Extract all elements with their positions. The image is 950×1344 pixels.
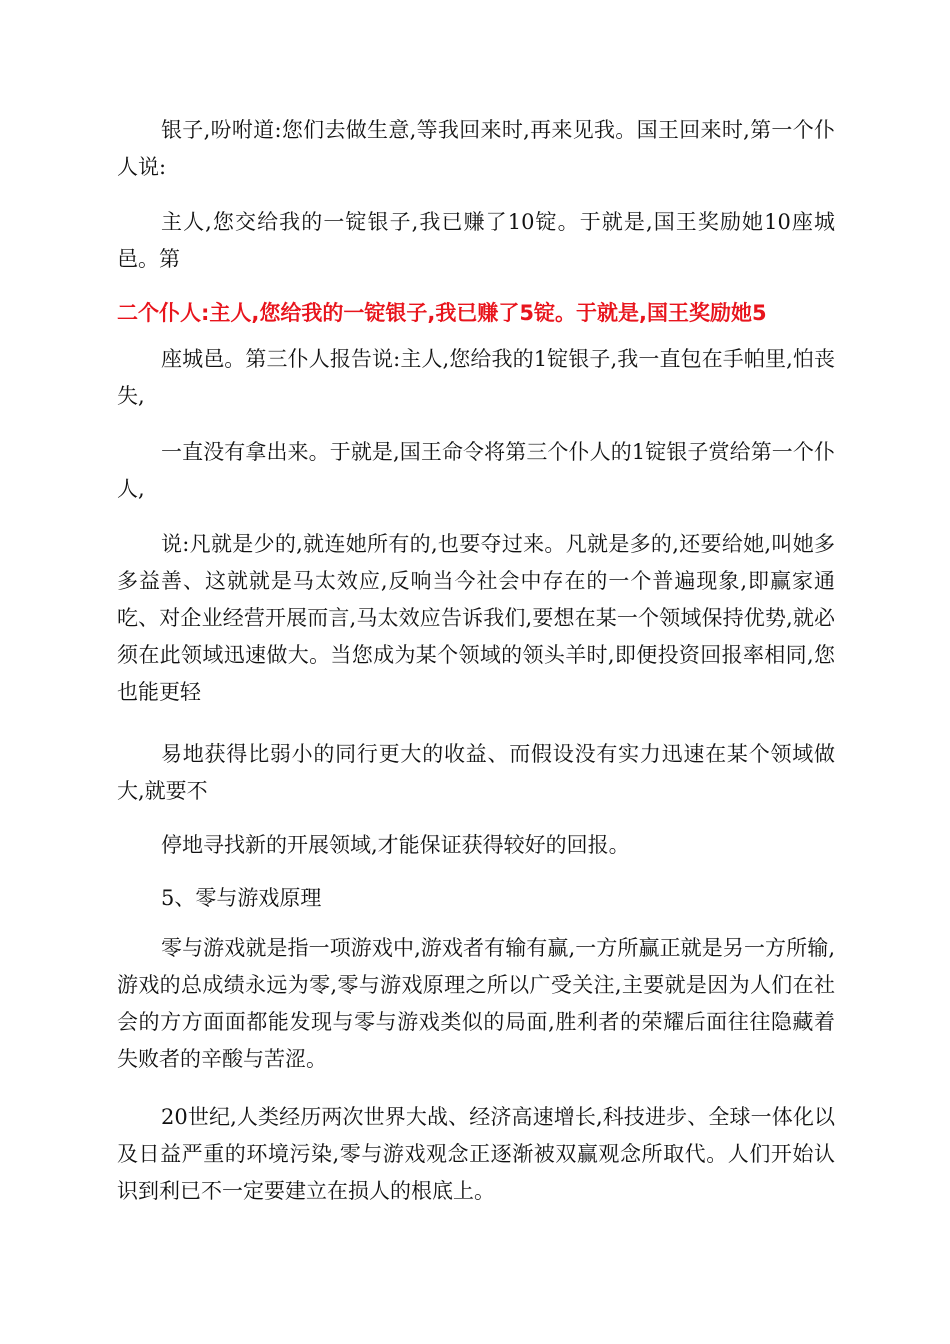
paragraph-5: 一直没有拿出来。于就是,国王命令将第三个仆人的1锭银子赏给第一个仆人, <box>117 440 835 501</box>
paragraph-7: 易地获得比弱小的同行更大的收益、而假设没有实力迅速在某个领域做大,就要不 <box>117 742 835 803</box>
paragraph-6: 说:凡就是少的,就连她所有的,也要夺过来。凡就是多的,还要给她,叫她多多益善、这就就是马太效应,反响当今社会中存在的一个普遍现象,即赢家通吃、对企业经营开展而言,马太效应告诉我们,要想在某一个领域保持优势,就必须在此领域迅速做大。当您成为某个领域的领头羊时,即便投资回报率相同,您也能更轻 <box>117 532 835 704</box>
paragraph-9: 零与游戏就是指一项游戏中,游戏者有输有赢,一方所赢正就是另一方所输,游戏的总成绩永远为零,零与游戏原理之所以广受关注,主要就是因为人们在社会的方方面面都能发现与零与游戏类似的局面,胜利者的荣耀后面往往隐藏着失败者的辛酸与苦涩。 <box>117 936 835 1071</box>
paragraph-4: 座城邑。第三仆人报告说:主人,您给我的1锭银子,我一直包在手帕里,怕丧失, <box>117 347 835 408</box>
section-heading: 5、零与游戏原理 <box>161 886 322 910</box>
paragraph-8: 停地寻找新的开展领域,才能保证获得较好的回报。 <box>161 833 630 857</box>
paragraph-2: 主人,您交给我的一锭银子,我已赚了10锭。于就是,国王奖励她10座城邑。第 <box>117 210 835 271</box>
paragraph-1: 银子,吩咐道:您们去做生意,等我回来时,再来见我。国王回来时,第一个仆人说: <box>117 118 835 179</box>
paragraph-3-highlighted: 二个仆人:主人,您给我的一锭银子,我已赚了5锭。于就是,国王奖励她5 <box>117 301 767 325</box>
paragraph-10: 20世纪,人类经历两次世界大战、经济高速增长,科技进步、全球一体化以及日益严重的环境污染,零与游戏观念正逐渐被双赢观念所取代。人们开始认识到利已不一定要建立在损人的根底上。 <box>117 1105 835 1203</box>
